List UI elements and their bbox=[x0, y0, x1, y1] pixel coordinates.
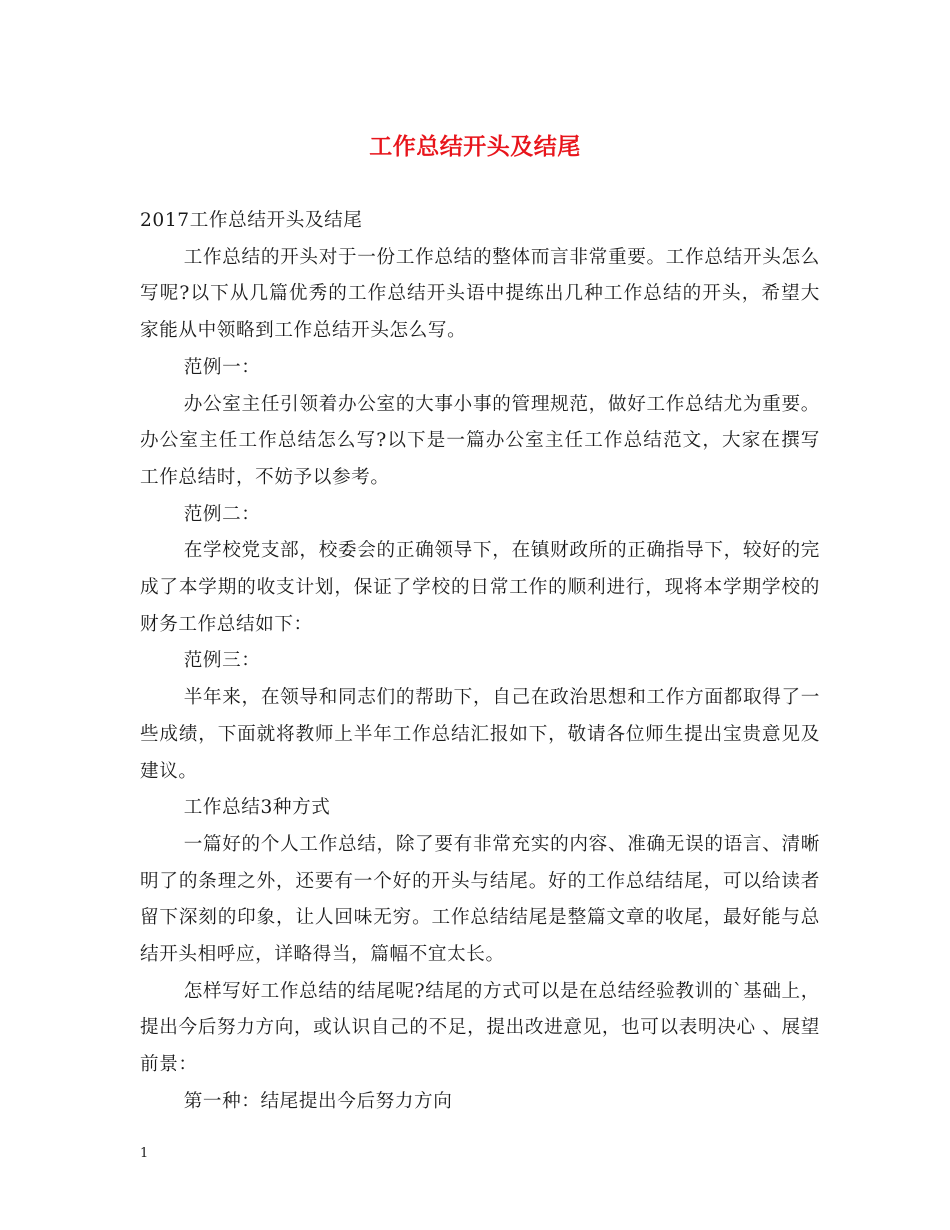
section-heading: 第一种：结尾提出今后努力方向 bbox=[183, 1090, 453, 1112]
section-label: 范例一： bbox=[183, 356, 261, 378]
paragraph: 怎样写好工作总结的结尾呢?结尾的方式可以是在总结经验教训的`基础上，提出今后努力方向，或认识自己的不足，提出改进意见，也可以表明决心 、展望前景： bbox=[140, 980, 820, 1076]
paragraph: 工作总结的开头对于一份工作总结的整体而言非常重要。工作总结开头怎么写呢?以下从几篇优秀的工作总结开头语中提练出几种工作总结的开头，希望大家能从中领略到工作总结开头怎么写。 bbox=[140, 246, 820, 342]
paragraph: 半年来，在领导和同志们的帮助下，自己在政治思想和工作方面都取得了一些成绩，下面就将教师上半年工作总结汇报如下，敬请各位师生提出宝贵意见及建议。 bbox=[140, 687, 820, 782]
section-label: 范例二： bbox=[183, 503, 261, 525]
document-body bbox=[140, 203, 820, 1121]
page-number: 1 bbox=[140, 1146, 149, 1161]
paragraph: 2017工作总结开头及结尾 bbox=[140, 210, 363, 231]
paragraph: 办公室主任引领着办公室的大事小事的管理规范，做好工作总结尤为重要。办公室主任工作总结怎么写?以下是一篇办公室主任工作总结范文，大家在撰写工作总结时，不妨予以参考。 bbox=[140, 393, 820, 488]
document-title: 工作总结开头及结尾 bbox=[369, 133, 581, 160]
paragraph: 在学校党支部，校委会的正确领导下，在镇财政所的正确指导下，较好的完成了本学期的收支计划，保证了学校的日常工作的顺利进行，现将本学期学校的财务工作总结如下： bbox=[140, 540, 820, 635]
section-heading: 工作总结3种方式 bbox=[183, 797, 331, 819]
paragraph: 一篇好的个人工作总结，除了要有非常充实的内容、准确无误的语言、清晰明了的条理之外，还要有一个好的开头与结尾。好的工作总结结尾，可以给读者留下深刻的印象，让人回味无穷。工作总结结尾是整篇文章的收尾，最好能与总结开头相呼应，详略得当，篇幅不宜太长。 bbox=[140, 833, 820, 966]
section-label: 范例三： bbox=[183, 650, 261, 672]
